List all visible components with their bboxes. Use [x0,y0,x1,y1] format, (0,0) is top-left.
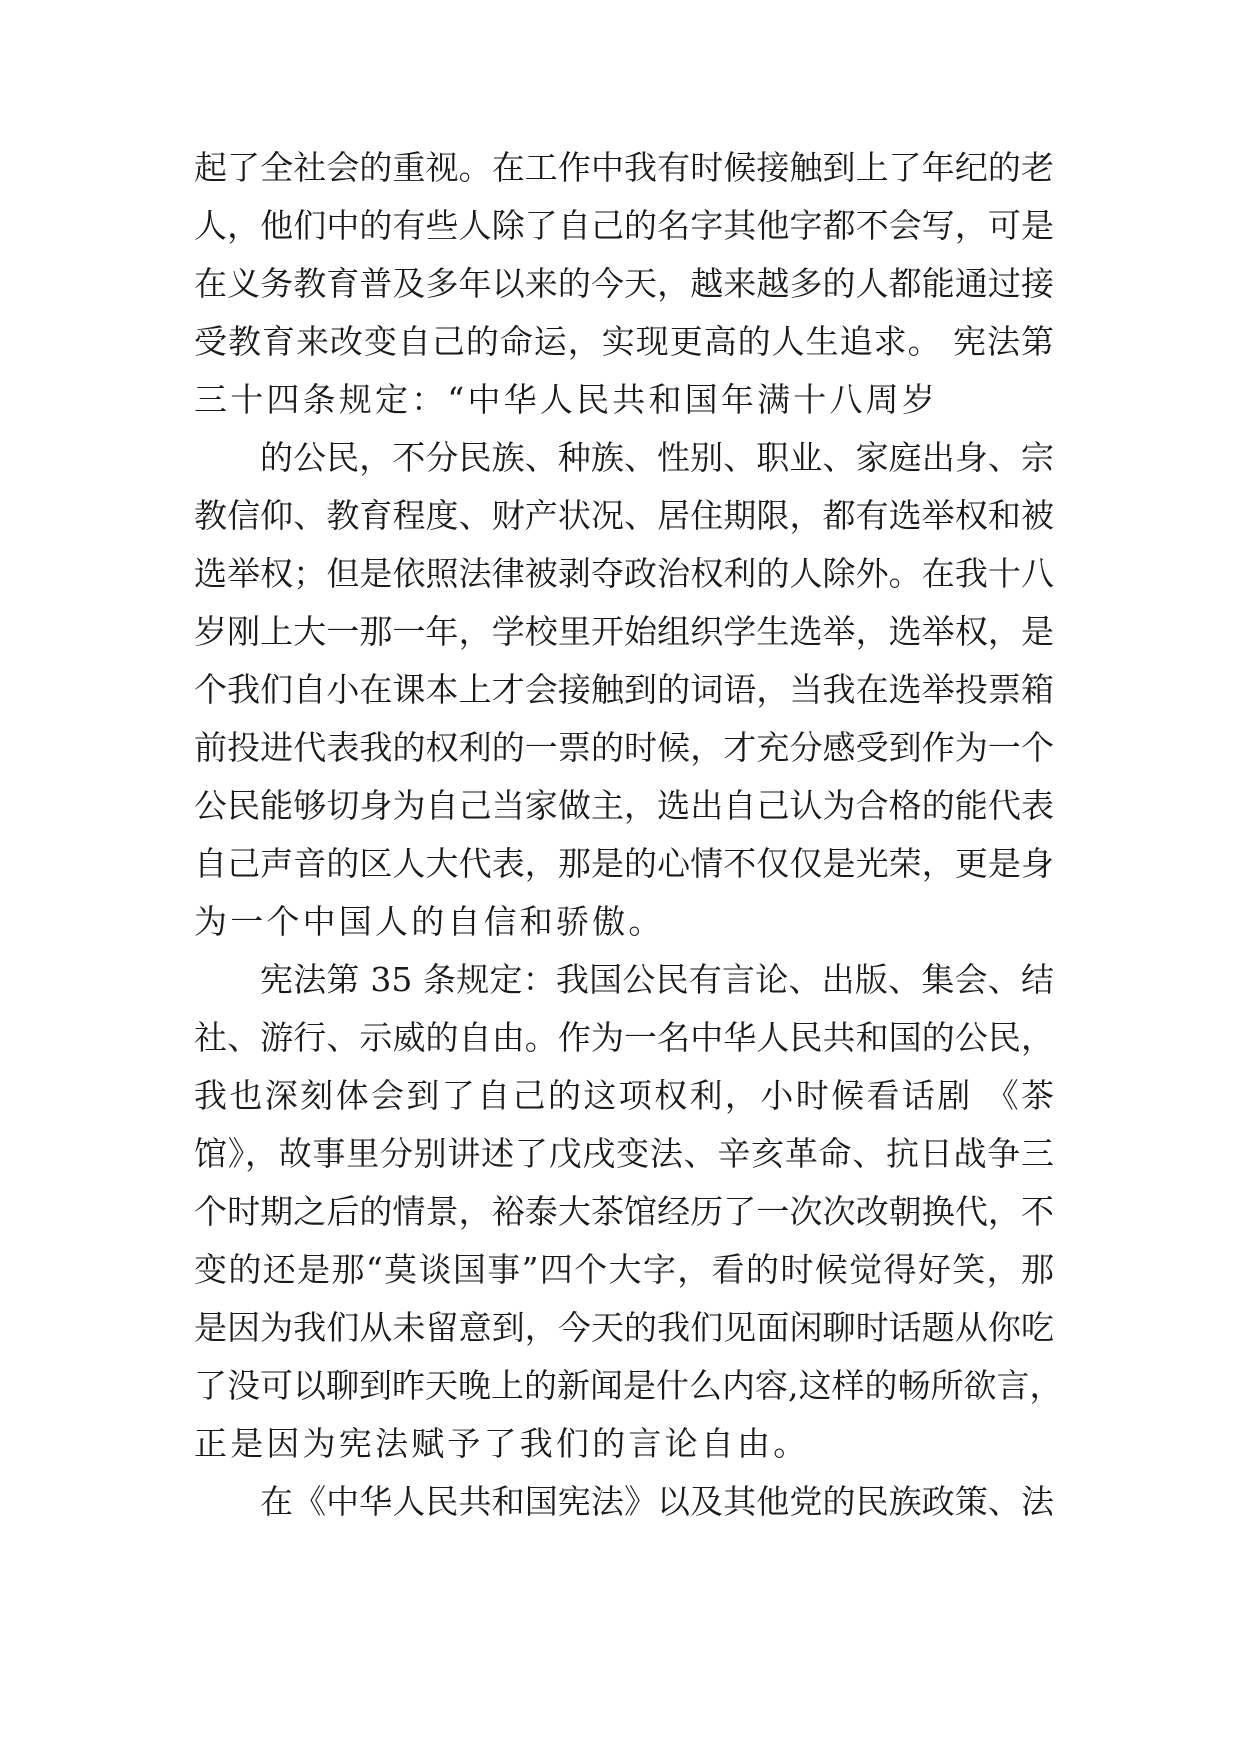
text-line: 公民能够切身为自己当家做主，选出自己认为合格的能代表 [194,786,1054,825]
text-line: 社、游行、示威的自由。作为一名中华人民共和国的公民， [194,1018,1054,1057]
text-line: 受教育来改变自己的命运，实现更高的人生追求。 宪法第 [194,322,1054,361]
text-line: 在义务教育普及多年以来的今天，越来越多的人都能通过接 [194,264,1054,303]
text-line: 是因为我们从未留意到，今天的我们见面闲聊时话题从你吃 [194,1308,1054,1347]
text-line: 自己声音的区人大代表，那是的心情不仅仅是光荣，更是身 [194,844,1054,883]
text-line: 在《中华人民共和国宪法》以及其他党的民族政策、法 [260,1482,1054,1521]
text-line: 为一个中国人的自信和骄傲。 [194,902,665,941]
text-line: 宪法第 35 条规定：我国公民有言论、出版、集会、结 [260,960,1054,999]
text-line: 起了全社会的重视。在工作中我有时候接触到上了年纪的老 [194,148,1054,187]
text-line: 岁刚上大一那一年，学校里开始组织学生选举，选举权，是 [194,612,1054,651]
text-line: 馆》，故事里分别讲述了戊戌变法、辛亥革命、抗日战争三 [194,1134,1054,1173]
text-line: 的公民，不分民族、种族、性别、职业、家庭出身、宗 [260,438,1054,477]
text-line: 选举权；但是依照法律被剥夺政治权利的人除外。在我十八 [194,554,1054,593]
text-line: 个时期之后的情景，裕泰大茶馆经历了一次次改朝换代，不 [194,1192,1054,1231]
text-line: 三十四条规定：“中华人民共和国年满十八周岁 [194,380,939,419]
text-line: 了没可以聊到昨天晚上的新闻是什么内容,这样的畅所欲言， [194,1366,1063,1405]
text-line: 个我们自小在课本上才会接触到的词语，当我在选举投票箱 [194,670,1054,709]
text-line: 正是因为宪法赋予了我们的言论自由。 [194,1424,810,1463]
text-line: 人，他们中的有些人除了自己的名字其他字都不会写，可是 [194,206,1054,245]
text-line: 我也深刻体会到了自己的这项权利，小时候看话剧 《茶 [194,1076,1054,1115]
text-line: 前投进代表我的权利的一票的时候，才充分感受到作为一个 [194,728,1054,767]
text-line: 教信仰、教育程度、财产状况、居住期限，都有选举权和被 [194,496,1054,535]
text-line: 变的还是那“莫谈国事”四个大字，看的时候觉得好笑，那 [194,1250,1054,1289]
